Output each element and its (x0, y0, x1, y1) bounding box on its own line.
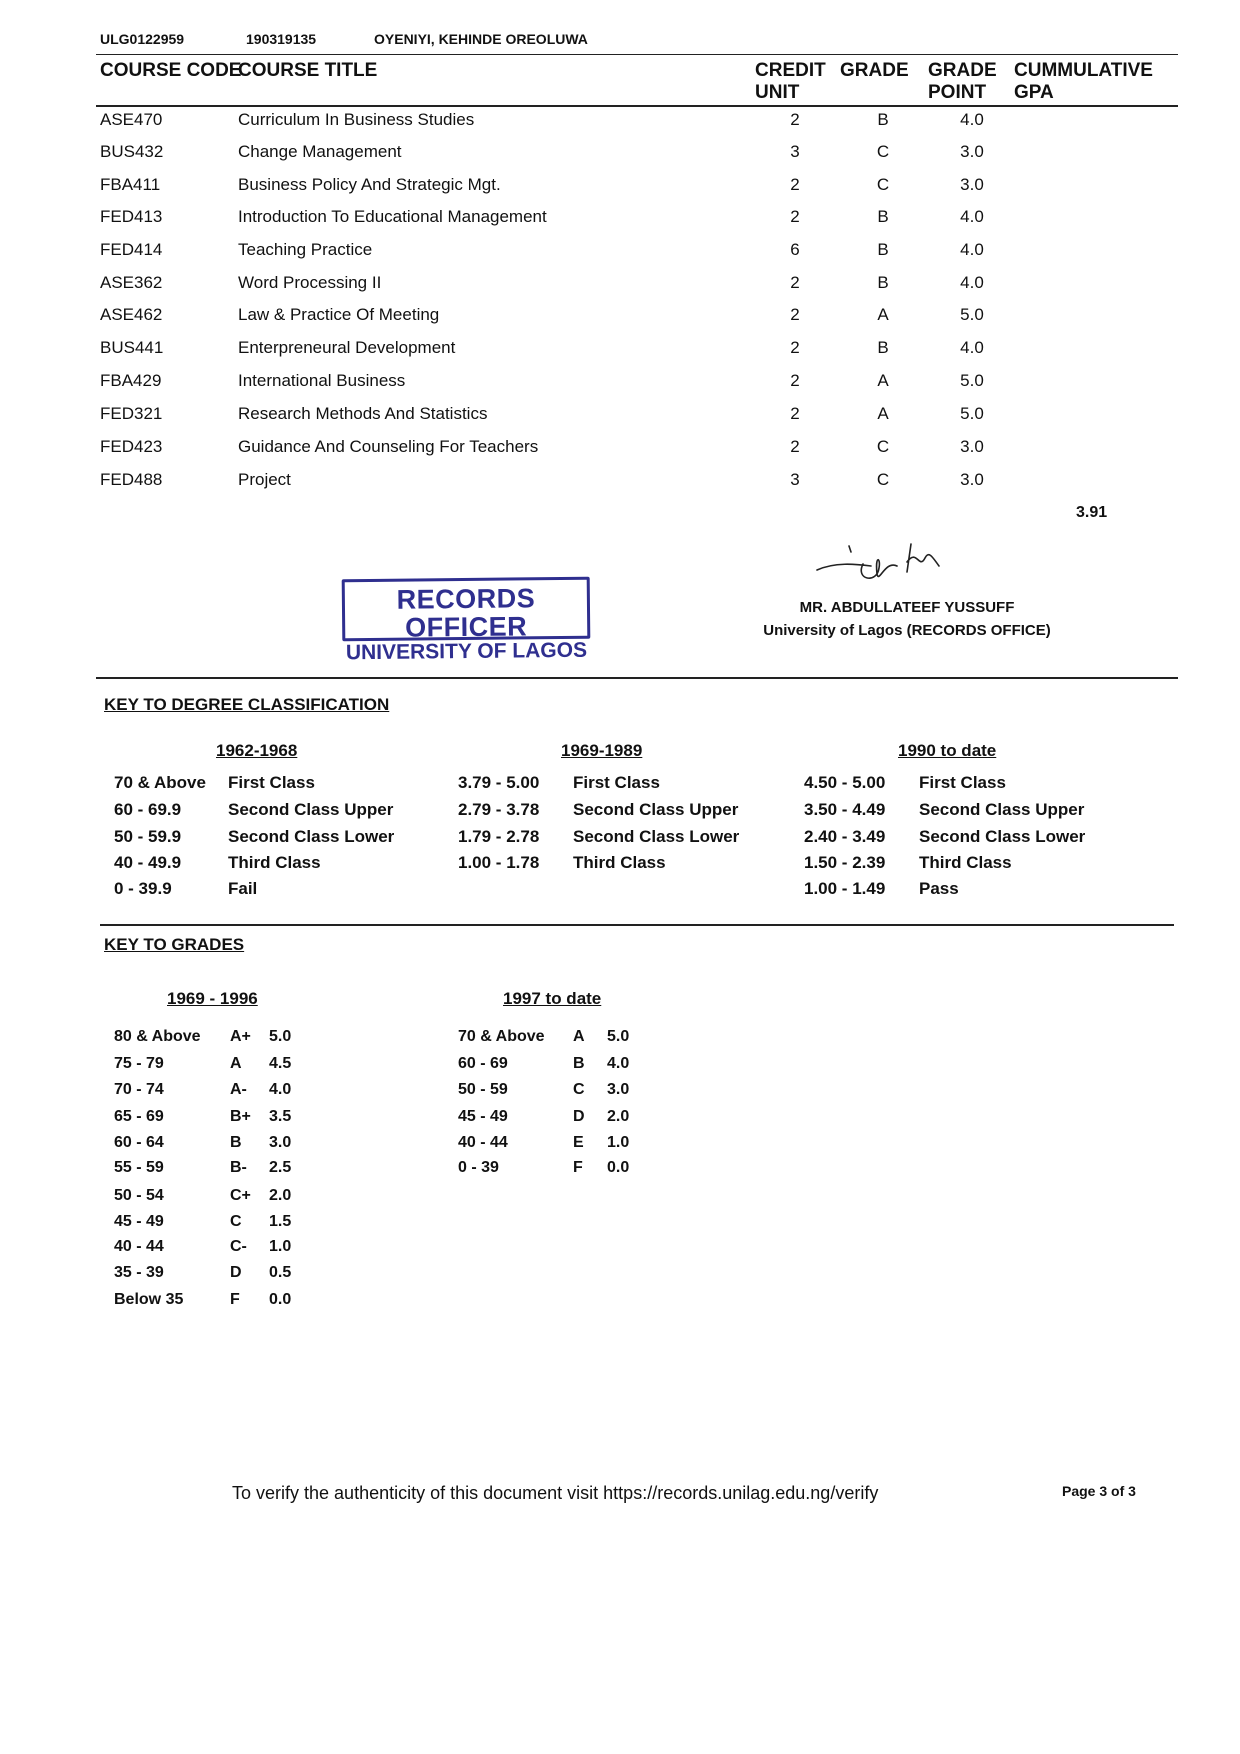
grade-point-value: 1.0 (269, 1238, 292, 1255)
course-code: FED321 (100, 404, 163, 423)
verify-notice: To verify the authenticity of this document visit https://records.unilag.edu.ng/verify (232, 1483, 879, 1503)
degree-class: First Class (919, 773, 1006, 792)
course-title: Law & Practice Of Meeting (238, 305, 440, 324)
grade-point-value: 1.0 (607, 1134, 630, 1151)
degree-range: 50 - 59.9 (114, 827, 182, 846)
credit-unit: 2 (790, 404, 800, 423)
course-title: Change Management (238, 142, 402, 161)
grade-score-range: 80 & Above (114, 1028, 201, 1045)
degree-range: 1.00 - 1.49 (804, 879, 886, 898)
grade-point-value: 2.0 (269, 1187, 292, 1204)
degree-class: Third Class (573, 853, 666, 872)
student-name: OYENIYI, KEHINDE OREOLUWA (374, 31, 588, 47)
grade-letter: F (230, 1291, 240, 1308)
course-title: Teaching Practice (238, 240, 373, 259)
table-row (0, 207, 1240, 237)
grade-score-range: 40 - 44 (458, 1134, 508, 1151)
grades-key-title: KEY TO GRADES (104, 935, 245, 954)
col-grade: GRADE (840, 60, 909, 81)
grade-point-value: 0.0 (269, 1291, 292, 1308)
grade-point: 5.0 (960, 404, 984, 423)
grade-score-range: 60 - 69 (458, 1055, 508, 1072)
table-row (0, 305, 1240, 335)
grade-score-range: 0 - 39 (458, 1159, 499, 1176)
grade-score-range: 55 - 59 (114, 1159, 164, 1176)
grade-point: 5.0 (960, 305, 984, 324)
grade-score-range: 45 - 49 (114, 1213, 164, 1230)
grade-point-value: 4.0 (269, 1081, 292, 1098)
degree-range: 2.40 - 3.49 (804, 827, 886, 846)
grade-point: 3.0 (960, 437, 984, 456)
grade-era-label: 1969 - 1996 (167, 989, 258, 1008)
section-divider-2 (100, 924, 1174, 926)
degree-class: Second Class Lower (228, 827, 395, 846)
grade-score-range: Below 35 (114, 1291, 184, 1308)
table-row (0, 142, 1240, 172)
grade-letter: D (573, 1108, 585, 1125)
course-title: Project (238, 470, 291, 489)
degree-range: 60 - 69.9 (114, 800, 182, 819)
grade: A (877, 404, 889, 423)
degree-class: First Class (228, 773, 315, 792)
grade-point: 4.0 (960, 273, 984, 292)
grade-score-range: 70 - 74 (114, 1081, 164, 1098)
degree-era-label: 1969-1989 (561, 741, 643, 760)
course-title: Word Processing II (238, 273, 382, 292)
credit-unit: 3 (790, 142, 800, 161)
page-number: Page 3 of 3 (1062, 1483, 1136, 1499)
grade-score-range: 40 - 44 (114, 1238, 164, 1255)
credit-unit: 2 (790, 110, 800, 129)
degree-key-title: KEY TO DEGREE CLASSIFICATION (104, 695, 390, 714)
grade-score-range: 50 - 54 (114, 1187, 164, 1204)
grade-era-label: 1997 to date (503, 989, 602, 1008)
table-row (0, 240, 1240, 270)
credit-unit: 3 (790, 470, 800, 489)
grade-point-value: 4.0 (607, 1055, 630, 1072)
degree-class: Second Class Lower (573, 827, 740, 846)
degree-range: 2.79 - 3.78 (458, 800, 540, 819)
table-row (0, 110, 1240, 140)
grade-letter: C (573, 1081, 585, 1098)
col-course-title: COURSE TITLE (238, 60, 378, 81)
credit-unit: 2 (790, 273, 800, 292)
course-code: BUS432 (100, 142, 164, 161)
grade: B (877, 207, 889, 226)
degree-class: Third Class (228, 853, 321, 872)
course-title: Guidance And Counseling For Teachers (238, 437, 539, 456)
grade: C (876, 470, 890, 489)
table-row (0, 273, 1240, 303)
degree-class: Third Class (919, 853, 1012, 872)
signatory-name: MR. ABDULLATEEF YUSSUFF (799, 599, 1015, 616)
degree-range: 0 - 39.9 (114, 879, 172, 898)
grade-letter: C+ (230, 1187, 251, 1204)
credit-unit: 2 (790, 437, 800, 456)
grade-point: 5.0 (960, 371, 984, 390)
degree-era-label: 1990 to date (898, 741, 997, 760)
grade-score-range: 45 - 49 (458, 1108, 508, 1125)
course-title: Business Policy And Strategic Mgt. (238, 175, 501, 194)
section-divider-1 (96, 677, 1178, 679)
grade-letter: F (573, 1159, 583, 1176)
course-title: Enterpreneural Development (238, 338, 456, 357)
grade: C (876, 175, 890, 194)
grade-letter: B (230, 1134, 242, 1151)
table-row (0, 175, 1240, 205)
grade-point-value: 0.0 (607, 1159, 630, 1176)
grade-score-range: 65 - 69 (114, 1108, 164, 1125)
course-title: Introduction To Educational Management (238, 207, 547, 226)
grade: C (876, 437, 890, 456)
grade-score-range: 70 & Above (458, 1028, 545, 1045)
signature (815, 540, 975, 588)
grade-letter: B (573, 1055, 585, 1072)
grade-point-value: 5.0 (607, 1028, 630, 1045)
degree-class: Pass (919, 879, 959, 898)
grade-score-range: 50 - 59 (458, 1081, 508, 1098)
degree-range: 4.50 - 5.00 (804, 773, 886, 792)
grade-letter: E (573, 1134, 584, 1151)
grade-letter: C (230, 1213, 242, 1230)
degree-class: Second Class Upper (573, 800, 739, 819)
grade-letter: C- (230, 1238, 247, 1255)
credit-unit: 2 (790, 207, 800, 226)
grade: B (877, 273, 889, 292)
grade-score-range: 75 - 79 (114, 1055, 164, 1072)
grade-point: 3.0 (960, 470, 984, 489)
col-credit-unit: CREDIT UNIT (755, 60, 826, 103)
grade-point-value: 3.0 (607, 1081, 630, 1098)
degree-class: Second Class Upper (228, 800, 394, 819)
table-row (0, 404, 1240, 434)
grade-point-value: 3.5 (269, 1108, 292, 1125)
grade-point: 3.0 (960, 175, 984, 194)
records-officer-stamp: RECORDS OFFICER UNIVERSITY OF LAGOS (342, 577, 591, 642)
table-header-divider (96, 105, 1178, 107)
grade-point-value: 5.0 (269, 1028, 292, 1045)
header-divider (96, 54, 1178, 55)
degree-range: 3.50 - 4.49 (804, 800, 886, 819)
degree-range: 40 - 49.9 (114, 853, 182, 872)
credit-unit: 6 (790, 240, 800, 259)
course-code: ASE362 (100, 273, 163, 292)
course-code: FED413 (100, 207, 163, 226)
grade-point-value: 1.5 (269, 1213, 292, 1230)
grade: A (877, 371, 889, 390)
degree-class: Second Class Lower (919, 827, 1086, 846)
table-row (0, 371, 1240, 401)
grade-letter: D (230, 1264, 242, 1281)
degree-class: Fail (228, 879, 258, 898)
course-code: FED423 (100, 437, 163, 456)
col-cumulative-gpa: CUMMULATIVE GPA (1014, 60, 1153, 103)
course-title: International Business (238, 371, 406, 390)
grade-point-value: 2.0 (607, 1108, 630, 1125)
registration-id: ULG0122959 (100, 31, 185, 47)
degree-range: 70 & Above (114, 773, 206, 792)
grade-point-value: 3.0 (269, 1134, 292, 1151)
grade-score-range: 60 - 64 (114, 1134, 164, 1151)
col-course-code: COURSE CODE (100, 60, 242, 81)
course-code: ASE462 (100, 305, 163, 324)
degree-era-label: 1962-1968 (216, 741, 298, 760)
grade-point: 4.0 (960, 240, 984, 259)
col-grade-point: GRADE POINT (928, 60, 997, 103)
grade-score-range: 35 - 39 (114, 1264, 164, 1281)
matric-number: 190319135 (246, 31, 317, 47)
cumulative-gpa-value: 3.91 (1076, 504, 1108, 521)
grade-letter: B+ (230, 1108, 251, 1125)
grade: B (877, 240, 889, 259)
table-row (0, 470, 1240, 500)
grade-point-value: 2.5 (269, 1159, 292, 1176)
grade-letter: A+ (230, 1028, 251, 1045)
grade: A (877, 305, 889, 324)
course-code: ASE470 (100, 110, 163, 129)
credit-unit: 2 (790, 175, 800, 194)
grade-point-value: 4.5 (269, 1055, 292, 1072)
credit-unit: 2 (790, 305, 800, 324)
grade-letter: B- (230, 1159, 247, 1176)
course-code: FED414 (100, 240, 163, 259)
degree-class: First Class (573, 773, 660, 792)
grade-point: 3.0 (960, 142, 984, 161)
grade-letter: A- (230, 1081, 247, 1098)
grade: B (877, 110, 889, 129)
course-title: Research Methods And Statistics (238, 404, 488, 423)
degree-range: 3.79 - 5.00 (458, 773, 540, 792)
table-row (0, 437, 1240, 467)
degree-class: Second Class Upper (919, 800, 1085, 819)
course-code: FED488 (100, 470, 163, 489)
grade-point-value: 0.5 (269, 1264, 292, 1281)
grade-letter: A (230, 1055, 242, 1072)
signatory-office: University of Lagos (RECORDS OFFICE) (763, 622, 1051, 639)
grade: C (876, 142, 890, 161)
course-code: BUS441 (100, 338, 164, 357)
course-code: FBA429 (100, 371, 162, 390)
credit-unit: 2 (790, 371, 800, 390)
grade-letter: A (573, 1028, 585, 1045)
credit-unit: 2 (790, 338, 800, 357)
degree-range: 1.79 - 2.78 (458, 827, 540, 846)
course-code: FBA411 (100, 175, 161, 194)
course-title: Curriculum In Business Studies (238, 110, 475, 129)
grade-point: 4.0 (960, 338, 984, 357)
degree-range: 1.00 - 1.78 (458, 853, 540, 872)
grade: B (877, 338, 889, 357)
degree-range: 1.50 - 2.39 (804, 853, 886, 872)
grade-point: 4.0 (960, 110, 984, 129)
grade-point: 4.0 (960, 207, 984, 226)
table-row (0, 338, 1240, 368)
